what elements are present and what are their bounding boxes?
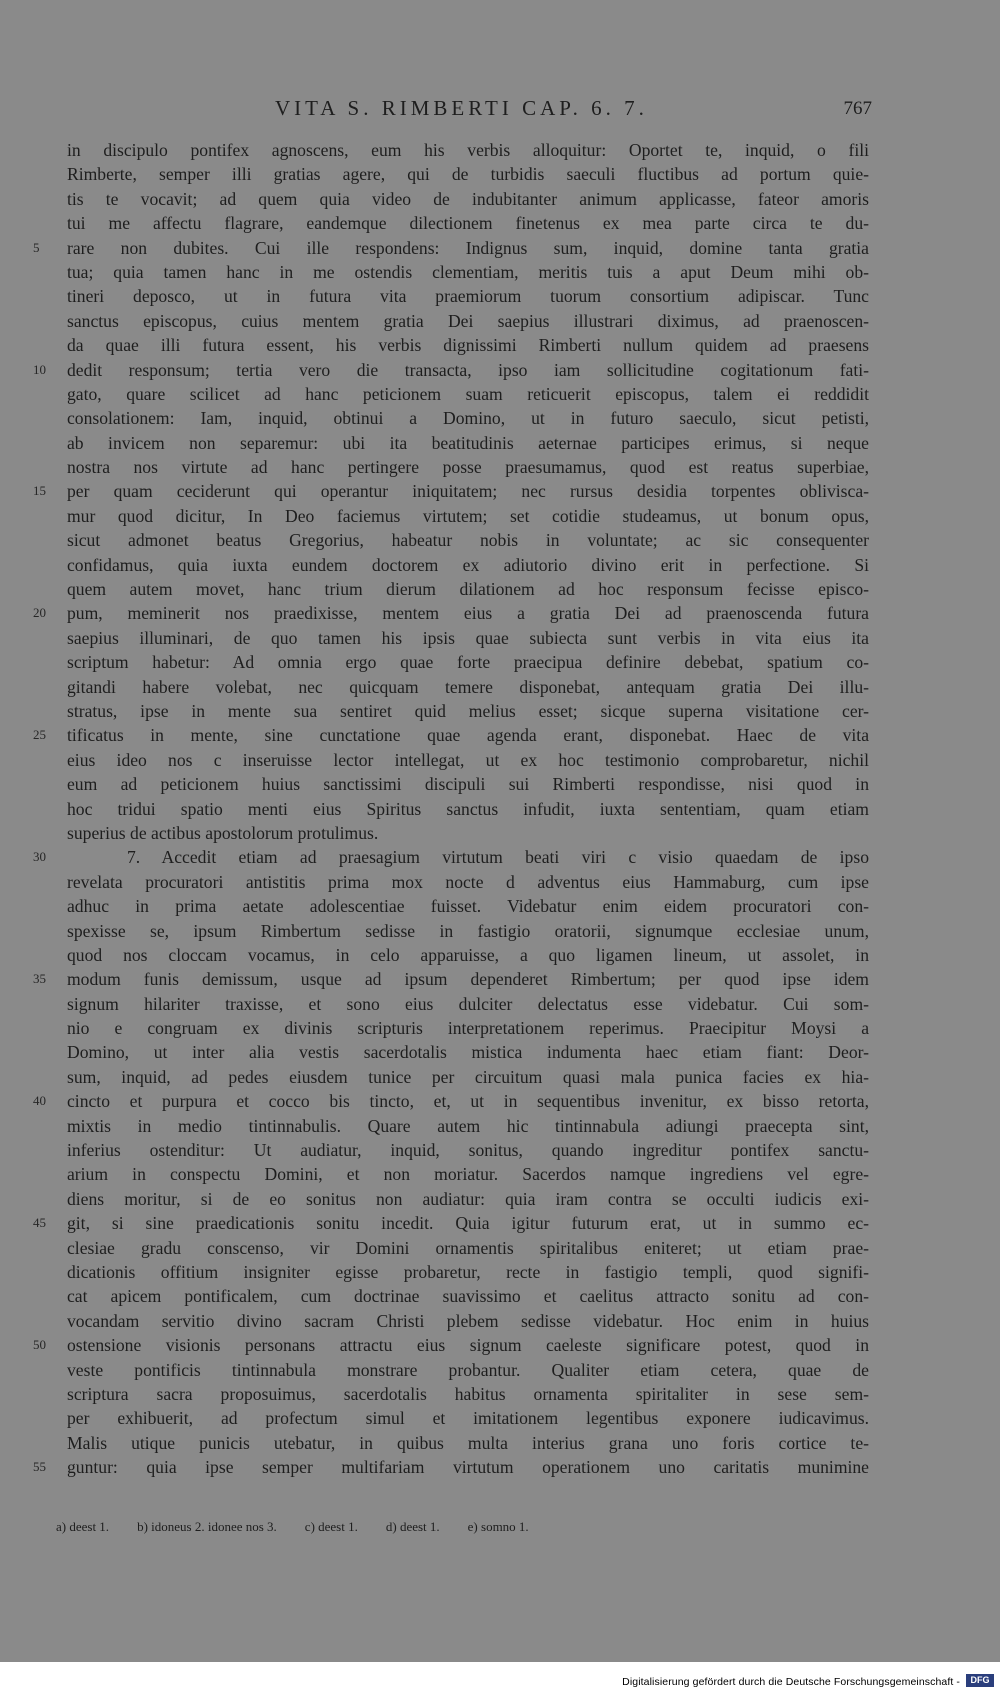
text-line [67, 309, 869, 333]
line-text: stratus, ipse in mente sua sentiret quid melius esset; sicque superna visitatione cer- [67, 700, 869, 721]
line-text: sum, inquid, ad pedes eiusdem tunice per circuitum quasi mala punica facies ex hia- [67, 1066, 869, 1087]
text-line [67, 187, 869, 211]
text-line [33, 1333, 869, 1357]
line-text: mur quod dicitur, In Deo faciemus virtutem; set cotidie studeamus, ut bonum opus, [67, 505, 869, 526]
footnote: b) idoneus 2. idonee nos 3. [137, 1519, 277, 1534]
line-number: 15 [33, 483, 46, 499]
line-text: adhuc in prima aetate adolescentiae fuisset. Videbatur enim eidem procuratori con- [67, 896, 869, 917]
text-line [33, 1455, 869, 1479]
line-text: dedit responsum; tertia vero die transacta, ipso iam sollicitudine cogitationum fati- [67, 359, 869, 380]
text-line [67, 1431, 869, 1455]
footer-bar [0, 1662, 1000, 1691]
body-text [33, 138, 869, 1479]
text-line [33, 1211, 869, 1235]
dfg-logo: DFG [966, 1674, 994, 1687]
line-text: Domino, ut inter alia vestis sacerdotalis mistica indumenta haec etiam fiant: Deor- [67, 1042, 869, 1063]
text-line [33, 358, 869, 382]
line-text: scriptum habetur: Ad omnia ergo quae forte praecipua definire debebat, spatium co- [67, 652, 869, 673]
line-text: inferius ostenditur: Ut audiatur, inquid, sonitus, quando ingreditur pontifex sanctu- [67, 1140, 869, 1161]
text-line [67, 699, 869, 723]
running-title: VITA S. RIMBERTI CAP. 6. 7. [275, 96, 648, 120]
text-line [67, 675, 869, 699]
text-line [67, 1065, 869, 1089]
line-text: vocandam servitio divino sacram Christi plebem sedisse videbatur. Hoc enim in huius [67, 1310, 869, 1331]
page-number: 767 [843, 98, 872, 119]
text-line [67, 1260, 869, 1284]
footnote: c) deest 1. [304, 1519, 358, 1534]
text-line [67, 504, 869, 528]
line-number: 20 [33, 605, 46, 621]
line-text: ostensione visionis personans attractu eius signum caeleste significare potest, quod in [67, 1335, 869, 1356]
text-line [67, 260, 869, 284]
text-line [67, 553, 869, 577]
text-line [67, 333, 869, 357]
line-text: gitandi habere volebat, nec quicquam temere disponebat, antequam gratia Dei illu- [67, 676, 869, 697]
text-line [33, 1089, 869, 1113]
line-text: rare non dubites. Cui ille respondens: Indignus sum, inquid, domine tanta gratia [67, 237, 869, 258]
footnote: a) deest 1. [56, 1519, 110, 1534]
text-line [33, 236, 869, 260]
line-text: gato, quare scilicet ad hanc peticionem suam reticuerit episcopus, talem ei reddidit [67, 383, 869, 404]
line-text: saepius illuminari, de quo tamen his ipsis quae subiecta sunt verbis in vita eius ita [67, 627, 869, 648]
text-line [33, 845, 869, 869]
line-text: dicationis offitium insigniter egisse probaretur, recte in fastigio templi, quod signifi- [67, 1261, 869, 1282]
text-line [67, 772, 869, 796]
text-line [67, 1358, 869, 1382]
line-text: signum hilariter traxisse, et sono eius dulciter delectatus esse videbatur. Cui som- [67, 993, 869, 1014]
text-line [67, 284, 869, 308]
line-number: 50 [33, 1337, 46, 1353]
text-line [67, 894, 869, 918]
text-line [67, 1284, 869, 1308]
line-text: Malis utique punicis utebatur, in quibus multa interius grana uno foris cortice te- [67, 1432, 869, 1453]
text-line [67, 528, 869, 552]
line-text: diens moritur, si de eo sonitus non audiatur: quia iram contra se occulti iudicis exi- [67, 1188, 869, 1209]
text-line [67, 1406, 869, 1430]
text-line [67, 431, 869, 455]
line-text: tua; quia tamen hanc in me ostendis clementiam, meritis tuis a aput Deum mihi ob- [67, 261, 869, 282]
line-number: 40 [33, 1093, 46, 1109]
line-text: eum ad peticionem huius sanctissimi discipuli sui Rimberti respondisse, nisi quod in [67, 774, 869, 795]
line-number: 10 [33, 361, 46, 377]
line-text: tui me affectu flagrare, eandemque dilectionem finetenus ex mea parte circa te du- [67, 213, 869, 234]
line-text: superius de actibus apostolorum protulimus. [67, 822, 379, 843]
line-text: sanctus episcopus, cuius mentem gratia Dei saepius illustrari diximus, ad praenoscen- [67, 310, 869, 331]
line-text: tis te vocavit; ad quem quia video de indubitanter animum applicasse, fateor amoris [67, 188, 869, 209]
text-line [67, 1138, 869, 1162]
line-text: quod nos cloccam vocamus, in celo apparuisse, a quo ligamen lineum, ut assolet, in [67, 944, 869, 965]
text-line [67, 1236, 869, 1260]
line-text: Rimberte, semper illi gratias agere, qui de turbidis saeculi fluctibus ad portum quie- [67, 164, 869, 185]
text-line [67, 943, 869, 967]
text-line [33, 601, 869, 625]
text-line [67, 626, 869, 650]
text-line [67, 1162, 869, 1186]
footnotes [56, 1519, 876, 1535]
line-number: 45 [33, 1215, 46, 1231]
footnote: e) somno 1. [467, 1519, 529, 1534]
line-text: 7. Accedit etiam ad praesagium virtutum beati viri c visio quaedam de ipso [127, 847, 869, 868]
text-line [67, 1114, 869, 1138]
line-text: nio e congruam ex divinis scripturis interpretationem reperimus. Praecipitur Moysi a [67, 1018, 869, 1039]
text-line [67, 382, 869, 406]
text-line [67, 1382, 869, 1406]
text-line [67, 1309, 869, 1333]
line-number: 5 [33, 239, 40, 255]
text-line [67, 577, 869, 601]
text-line [67, 211, 869, 235]
text-line [67, 870, 869, 894]
line-text: da quae illi futura essent, his verbis dignissimi Rimberti nullum quidem ad praesens [67, 335, 869, 356]
text-line [33, 967, 869, 991]
text-line [67, 650, 869, 674]
line-text: mixtis in medio tintinnabulis. Quare autem hic tintinnabula adiungi praecepta sint, [67, 1115, 869, 1136]
line-text: eius ideo nos c inseruisse lector intellegat, ut ex hoc testimonio comprobaretur, nichil [67, 749, 869, 770]
page-header [0, 96, 1000, 126]
text-line [67, 797, 869, 821]
line-number: 55 [33, 1459, 46, 1475]
text-line [33, 723, 869, 747]
footnote: d) deest 1. [385, 1519, 440, 1534]
line-text: in discipulo pontifex agnoscens, eum his verbis alloquitur: Oportet te, inquid, o fili [67, 140, 869, 160]
text-line [67, 821, 869, 845]
text-line [67, 455, 869, 479]
text-line [67, 1016, 869, 1040]
text-line [67, 162, 869, 186]
text-line [67, 406, 869, 430]
line-text: cincto et purpura et cocco bis tincto, et, ut in sequentibus invenitur, ex bisso retorta, [67, 1091, 869, 1112]
line-text: nostra nos virtute ad hanc pertingere posse praesumamus, quod est reatus superbiae, [67, 457, 869, 478]
text-line [67, 919, 869, 943]
line-text: revelata procuratori antistitis prima mox nocte d adventus eius Hammaburg, cum ipse [67, 871, 869, 892]
line-number: 30 [33, 849, 46, 865]
line-text: veste pontificis tintinnabula monstrare probantur. Qualiter etiam cetera, quae de [67, 1359, 869, 1380]
line-text: modum funis demissum, usque ad ipsum dependeret Rimbertum; per quod ipse idem [67, 969, 869, 990]
line-text: clesiae gradu conscenso, vir Domini ornamentis spiritalibus eniteret; ut etiam prae- [67, 1237, 869, 1258]
line-number: 35 [33, 971, 46, 987]
line-text: scriptura sacra proposuimus, sacerdotalis habitus ornamenta spiritaliter in sese sem- [67, 1383, 869, 1404]
line-text: tificatus in mente, sine cunctatione quae agenda erant, disponebat. Haec de vita [67, 725, 869, 746]
line-text: per exhibuerit, ad profectum simul et imitationem legentibus exponere iudicavimus. [67, 1408, 869, 1429]
text-line [67, 1187, 869, 1211]
line-text: cat apicem pontificalem, cum doctrinae suavissimo et caelitus attracto sonitu ad con- [67, 1286, 869, 1307]
line-text: ab invicem non separemur: ubi ita beatitudinis aeternae participes erimus, si neque [67, 432, 869, 453]
text-line [33, 479, 869, 503]
line-text: pum, meminerit nos praedixisse, mentem eius a gratia Dei ad praenoscenda futura [67, 603, 869, 624]
line-text: git, si sine praedicationis sonitu incedit. Quia igitur futurum erat, ut in summo ec- [67, 1213, 869, 1234]
text-line [67, 748, 869, 772]
text-line [67, 138, 869, 162]
line-text: guntur: quia ipse semper multifariam virtutum operationem uno caritatis munimine [67, 1457, 869, 1478]
line-text: spexisse se, ipsum Rimbertum sedisse in fastigio oratorii, signumque ecclesiae unum, [67, 920, 869, 941]
text-line [67, 992, 869, 1016]
line-text: per quam ceciderunt qui operantur iniquitatem; nec rursus desidia torpentes oblivisca- [67, 481, 869, 502]
line-text: hoc tridui spatio menti eius Spiritus sanctus infudit, iuxta sententiam, quam etiam [67, 798, 869, 819]
footer-credit: Digitalisierung gefördert durch die Deutsche Forschungsgemeinschaft - [622, 1676, 960, 1688]
line-text: confidamus, quia iuxta eundem doctorem ex adiutorio divino erit in perfectione. Si [67, 554, 869, 575]
line-text: tineri deposco, ut in futura vita praemiorum tuorum consortium adipiscar. Tunc [67, 286, 869, 307]
line-text: arium in conspectu Domini, et non moriatur. Sacerdos namque ingrediens vel egre- [67, 1164, 869, 1185]
line-text: quem autem movet, hanc trium dierum dilationem ad hoc responsum fecisse episco- [67, 579, 869, 600]
line-text: sicut admonet beatus Gregorius, habeatur nobis in voluntate; ac sic consequenter [67, 530, 869, 551]
line-text: consolationem: Iam, inquid, obtinui a Domino, ut in futuro saeculo, sicut petisti, [67, 408, 869, 429]
text-line [67, 1040, 869, 1064]
line-number: 25 [33, 727, 46, 743]
